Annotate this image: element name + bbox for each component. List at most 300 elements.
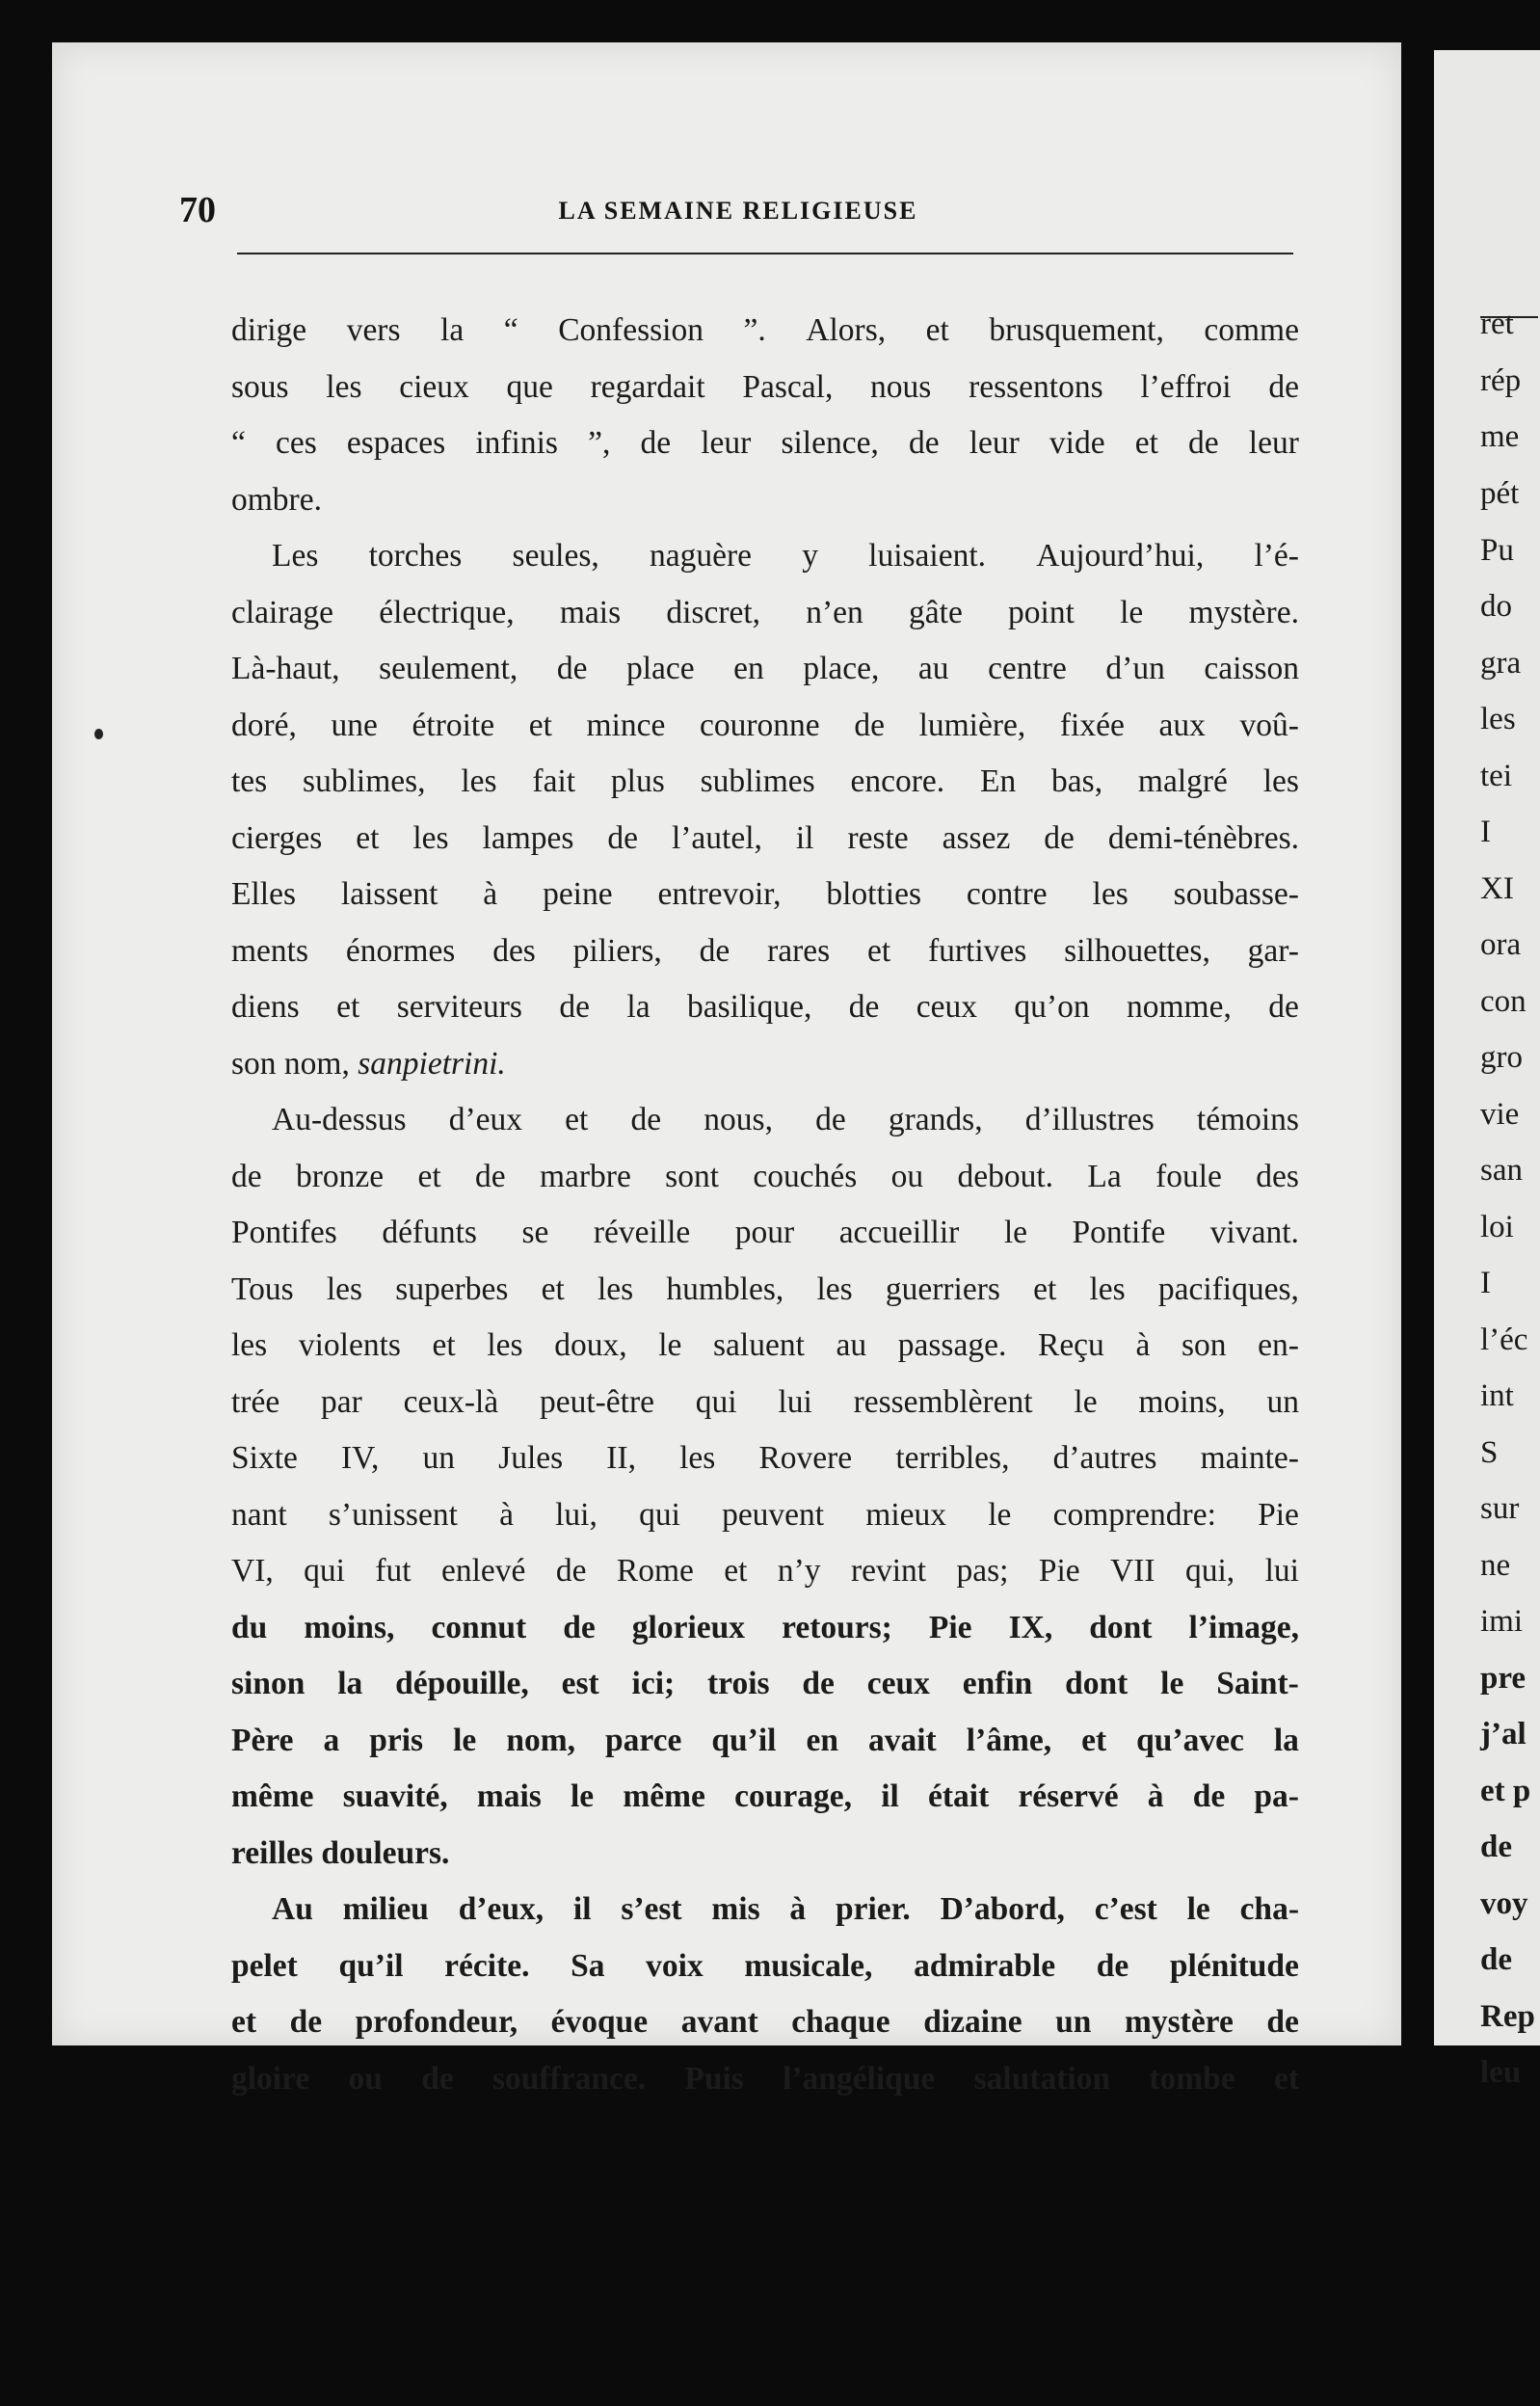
word: doré, bbox=[231, 707, 297, 743]
facing-page-fragment: ora bbox=[1480, 927, 1522, 962]
word: moins, bbox=[1138, 1383, 1226, 1420]
word: et bbox=[231, 2004, 257, 2040]
word: de bbox=[563, 1609, 596, 1645]
word: Pontife bbox=[1072, 1215, 1166, 1250]
word: II, bbox=[606, 1440, 636, 1476]
word: une bbox=[331, 707, 378, 743]
word: les bbox=[597, 1270, 634, 1307]
word: dont bbox=[1089, 1609, 1153, 1645]
word: comprendre: bbox=[1052, 1496, 1216, 1533]
word: à bbox=[1135, 1327, 1151, 1363]
word: lumière, bbox=[918, 707, 1026, 743]
word: même bbox=[231, 1778, 314, 1814]
word: un bbox=[1266, 1383, 1299, 1420]
facing-page-fragment: ret bbox=[1480, 307, 1514, 341]
word: silhouettes, bbox=[1064, 932, 1210, 969]
facing-page-fragment: gro bbox=[1480, 1040, 1523, 1075]
facing-page-fragment: I bbox=[1480, 1266, 1491, 1300]
word: de bbox=[640, 425, 672, 461]
word: peuvent bbox=[722, 1496, 825, 1533]
word: bronze bbox=[295, 1158, 385, 1194]
word: de bbox=[1268, 989, 1299, 1025]
word: contre bbox=[966, 876, 1048, 912]
word: y bbox=[802, 538, 818, 574]
text-line bbox=[231, 698, 1299, 755]
word: Au-dessus bbox=[272, 1102, 407, 1137]
word: de bbox=[1268, 368, 1299, 405]
word: salutation bbox=[973, 2060, 1111, 2097]
facing-page-fragment: de bbox=[1480, 1830, 1512, 1864]
text-line bbox=[231, 415, 1299, 472]
word: réveille bbox=[593, 1215, 691, 1250]
word: s’est bbox=[621, 1891, 682, 1927]
word: pa- bbox=[1254, 1778, 1299, 1814]
word: humbles, bbox=[666, 1270, 784, 1307]
word: au bbox=[836, 1327, 867, 1363]
word: Jules bbox=[498, 1440, 564, 1476]
word: point bbox=[1008, 594, 1075, 630]
word: d’eux, bbox=[458, 1891, 544, 1927]
word: et bbox=[541, 1270, 565, 1307]
word: aux bbox=[1158, 707, 1206, 743]
word: pour bbox=[734, 1215, 795, 1250]
word: énormes bbox=[345, 932, 456, 969]
word: lui bbox=[778, 1383, 812, 1420]
word: sinon bbox=[231, 1666, 305, 1701]
word: accueillir bbox=[838, 1215, 960, 1250]
text-line bbox=[231, 1769, 1299, 1826]
word: revint bbox=[850, 1553, 927, 1589]
word: et bbox=[866, 932, 891, 969]
word: retours; bbox=[782, 1609, 892, 1645]
word: à bbox=[789, 1891, 807, 1927]
word: violents bbox=[298, 1327, 401, 1363]
word: regardait bbox=[590, 368, 705, 405]
word: trois bbox=[707, 1666, 770, 1701]
word: blotties bbox=[826, 876, 922, 912]
word: Là-haut, bbox=[231, 651, 340, 686]
text-line bbox=[231, 1487, 1299, 1544]
word: place bbox=[625, 651, 695, 686]
word: assez bbox=[942, 819, 1011, 856]
word: il bbox=[572, 1891, 592, 1927]
text-line bbox=[231, 472, 1299, 529]
word: pelet bbox=[231, 1947, 298, 1984]
word: Alors, bbox=[806, 312, 887, 348]
word: gar- bbox=[1247, 932, 1299, 969]
word: un bbox=[1055, 2004, 1092, 2040]
facing-page-fragment: loi bbox=[1480, 1210, 1514, 1244]
word: la bbox=[440, 312, 465, 348]
text-line bbox=[231, 1656, 1299, 1713]
word: debout. bbox=[957, 1158, 1054, 1194]
word: Reçu bbox=[1037, 1327, 1104, 1363]
word: à bbox=[1147, 1778, 1164, 1814]
word: courage, bbox=[734, 1778, 852, 1814]
word: foule bbox=[1155, 1158, 1222, 1194]
text-line bbox=[231, 1092, 1299, 1149]
word: mieux bbox=[865, 1496, 947, 1533]
word: de bbox=[555, 1553, 587, 1589]
facing-page-fragment: me bbox=[1480, 419, 1520, 454]
word: couchés bbox=[753, 1158, 858, 1194]
word: vers bbox=[346, 312, 401, 348]
word: soubasse- bbox=[1173, 876, 1299, 912]
word: de bbox=[421, 2060, 454, 2097]
word: enfin bbox=[962, 1666, 1033, 1701]
word: de bbox=[1044, 819, 1075, 856]
text-line bbox=[231, 360, 1299, 416]
word: de bbox=[1188, 425, 1219, 461]
word: récite. bbox=[444, 1947, 530, 1984]
word: voû- bbox=[1239, 707, 1299, 743]
word: seules, bbox=[512, 538, 599, 574]
word: l’angélique bbox=[783, 2060, 936, 2097]
word: espaces bbox=[346, 425, 446, 461]
word: et bbox=[1134, 425, 1158, 461]
word: La bbox=[1087, 1158, 1122, 1194]
word: torches bbox=[368, 538, 463, 574]
word: brusquement, bbox=[989, 312, 1164, 348]
word: Aujourd’hui, bbox=[1036, 538, 1205, 574]
word: nant bbox=[231, 1496, 287, 1533]
word: profondeur, bbox=[355, 2004, 518, 2040]
text-line bbox=[231, 1036, 1299, 1093]
word: ces bbox=[276, 425, 317, 461]
word: trée bbox=[231, 1383, 280, 1420]
word: Confession bbox=[558, 312, 704, 348]
word: les bbox=[461, 763, 497, 799]
word: c’est bbox=[1094, 1891, 1157, 1927]
word: le bbox=[1120, 594, 1144, 630]
word: et bbox=[432, 1327, 456, 1363]
word: pacifiques, bbox=[1157, 1270, 1299, 1307]
text-line bbox=[231, 811, 1299, 868]
word: et bbox=[528, 707, 552, 743]
text-run: son nom, bbox=[231, 1045, 358, 1082]
word: leur bbox=[701, 425, 752, 461]
word: leur bbox=[969, 425, 1020, 461]
word: plénitude bbox=[1169, 1947, 1299, 1984]
word: Rome bbox=[616, 1553, 694, 1589]
word: au bbox=[917, 651, 949, 686]
word: clairage bbox=[231, 594, 333, 630]
word: saluent bbox=[713, 1327, 805, 1363]
word: parce bbox=[605, 1722, 682, 1758]
word: mystère. bbox=[1188, 594, 1299, 630]
word: qu’avec bbox=[1136, 1722, 1244, 1758]
word: encore. bbox=[850, 763, 945, 799]
text-line bbox=[231, 1938, 1299, 1995]
word: défunts bbox=[382, 1215, 477, 1250]
word: place, bbox=[803, 651, 880, 686]
word: sous bbox=[231, 368, 289, 405]
facing-page-fragment: XI bbox=[1480, 871, 1514, 906]
word: en bbox=[733, 651, 764, 686]
word: nom, bbox=[506, 1722, 575, 1758]
word: Saint- bbox=[1216, 1666, 1299, 1701]
word: doux, bbox=[554, 1327, 627, 1363]
word: les bbox=[412, 819, 449, 856]
text-line bbox=[231, 867, 1299, 923]
word: d’autres bbox=[1052, 1440, 1157, 1476]
word: naguère bbox=[649, 538, 752, 574]
word: à bbox=[483, 876, 498, 912]
word: des bbox=[492, 932, 536, 969]
word: nomme, bbox=[1126, 989, 1232, 1025]
facing-page-fragment: tei bbox=[1480, 759, 1512, 793]
word: malgré bbox=[1137, 763, 1228, 799]
word: étroite bbox=[412, 707, 495, 743]
word: la bbox=[626, 989, 651, 1025]
word: caisson bbox=[1204, 651, 1299, 686]
word: le bbox=[1160, 1666, 1184, 1701]
text-line bbox=[231, 1205, 1299, 1262]
text-line bbox=[231, 979, 1299, 1036]
word: basilique, bbox=[687, 989, 812, 1025]
word: furtives bbox=[928, 932, 1027, 969]
word: Père bbox=[231, 1722, 294, 1758]
facing-page-fragment: j’al bbox=[1480, 1717, 1527, 1751]
facing-page-fragment: imi bbox=[1480, 1604, 1524, 1639]
word: ou bbox=[890, 1158, 924, 1194]
word: et bbox=[724, 1553, 748, 1589]
text-line bbox=[231, 1262, 1299, 1319]
word: ceux bbox=[866, 1666, 930, 1701]
facing-page-fragment: vie bbox=[1480, 1097, 1520, 1132]
text-line bbox=[231, 641, 1299, 698]
text-line bbox=[231, 1882, 1299, 1938]
facing-page-fragment: Pu bbox=[1480, 533, 1514, 568]
word: les bbox=[1089, 1270, 1126, 1307]
word: même bbox=[623, 1778, 705, 1814]
word: qui bbox=[639, 1496, 680, 1533]
facing-page-fragment: rép bbox=[1480, 363, 1522, 398]
facing-page-fragment: sur bbox=[1480, 1491, 1520, 1526]
word: le bbox=[571, 1778, 595, 1814]
word: musicale, bbox=[744, 1947, 873, 1984]
header-rule bbox=[237, 253, 1293, 254]
word: les bbox=[326, 1270, 363, 1307]
word: leur bbox=[1248, 425, 1299, 461]
word: ments bbox=[231, 932, 309, 969]
word: ou bbox=[348, 2060, 383, 2097]
word: gloire bbox=[231, 2060, 310, 2097]
word: mainte- bbox=[1200, 1440, 1299, 1476]
word: entrevoir, bbox=[657, 876, 782, 912]
word: mais bbox=[559, 594, 622, 630]
text-line bbox=[231, 1713, 1299, 1770]
facing-page-fragment: pre bbox=[1480, 1661, 1527, 1696]
text-line bbox=[231, 1430, 1299, 1487]
margin-mark bbox=[94, 729, 103, 739]
text-line bbox=[231, 1826, 1299, 1883]
running-title: LA SEMAINE RELIGIEUSE bbox=[558, 197, 918, 225]
word: cha- bbox=[1239, 1891, 1299, 1927]
facing-page-fragment: S bbox=[1480, 1435, 1499, 1470]
word: un bbox=[422, 1440, 456, 1476]
word: “ bbox=[503, 312, 518, 348]
word: que bbox=[506, 368, 553, 405]
word: Au bbox=[272, 1891, 313, 1927]
word: Pie bbox=[1038, 1553, 1080, 1589]
word: de bbox=[854, 707, 885, 743]
word: mince bbox=[586, 707, 666, 743]
word: sublimes, bbox=[303, 763, 426, 799]
word: le bbox=[658, 1327, 682, 1363]
word: par bbox=[321, 1383, 362, 1420]
word: du bbox=[231, 1609, 268, 1645]
word: Rovere bbox=[758, 1440, 853, 1476]
text-line bbox=[231, 528, 1299, 585]
word: tes bbox=[231, 763, 268, 799]
word: de bbox=[1266, 2004, 1299, 2040]
facing-page-edge bbox=[1434, 50, 1540, 2090]
facing-page-fragment: voy bbox=[1480, 1886, 1528, 1921]
word: suavité, bbox=[342, 1778, 448, 1814]
word: souffrance. bbox=[491, 2060, 647, 2097]
word: et bbox=[1273, 2060, 1299, 2097]
word: VI, bbox=[231, 1553, 274, 1589]
word: laissent bbox=[340, 876, 438, 912]
word: glorieux bbox=[631, 1609, 745, 1645]
word: voix bbox=[646, 1947, 704, 1984]
text-run: reilles douleurs. bbox=[231, 1834, 450, 1871]
word: serviteurs bbox=[396, 989, 522, 1025]
word: Sa bbox=[571, 1947, 605, 1984]
word: ”, bbox=[588, 425, 611, 461]
facing-page-fragment: leu bbox=[1480, 2055, 1522, 2090]
facing-page-fragment: et p bbox=[1480, 1774, 1531, 1808]
word: s’unissent bbox=[328, 1496, 458, 1533]
facing-page-fragment: de bbox=[1480, 1942, 1512, 1977]
word: lui bbox=[1264, 1553, 1299, 1589]
word: de bbox=[908, 425, 940, 461]
word: et bbox=[1033, 1270, 1057, 1307]
facing-page-fragment: con bbox=[1480, 984, 1527, 1019]
word: l’âme, bbox=[966, 1722, 1052, 1758]
word: son bbox=[1181, 1327, 1227, 1363]
word: passage. bbox=[897, 1327, 1007, 1363]
word: discret, bbox=[666, 594, 761, 630]
word: électrique, bbox=[379, 594, 515, 630]
word: gâte bbox=[909, 594, 963, 630]
page-number: 70 bbox=[179, 190, 216, 230]
body-text bbox=[231, 303, 1299, 2107]
word: Les bbox=[272, 538, 319, 574]
word: reste bbox=[847, 819, 909, 856]
word: vide bbox=[1049, 425, 1105, 461]
facing-page-fragment: ne bbox=[1480, 1548, 1511, 1583]
word: de bbox=[815, 1102, 846, 1137]
word: moins, bbox=[304, 1609, 395, 1645]
word: Tous bbox=[231, 1270, 294, 1307]
word: VII bbox=[1110, 1553, 1155, 1589]
word: diens bbox=[231, 989, 300, 1025]
word: témoins bbox=[1196, 1102, 1299, 1137]
word: demi-ténèbres. bbox=[1107, 819, 1299, 856]
word: la bbox=[337, 1666, 363, 1701]
word: à bbox=[499, 1496, 514, 1533]
word: avait bbox=[868, 1722, 937, 1758]
word: lui, bbox=[555, 1496, 597, 1533]
word: Pontifes bbox=[231, 1215, 337, 1250]
word: de bbox=[607, 819, 638, 856]
word: mis bbox=[711, 1891, 760, 1927]
word: qu’il bbox=[711, 1722, 777, 1758]
text-line bbox=[231, 923, 1299, 980]
text-line bbox=[231, 1600, 1299, 1657]
word: des bbox=[1256, 1158, 1299, 1194]
word: de bbox=[699, 932, 730, 969]
text-line bbox=[231, 1543, 1299, 1600]
word: infinis bbox=[475, 425, 558, 461]
word: ressentons bbox=[969, 368, 1103, 405]
word: les bbox=[679, 1440, 716, 1476]
word: de bbox=[231, 1158, 262, 1194]
word: de bbox=[848, 989, 880, 1025]
word: qu’il bbox=[338, 1947, 404, 1984]
text-line bbox=[231, 1375, 1299, 1431]
word: de bbox=[1096, 1947, 1129, 1984]
word: ceux bbox=[916, 989, 978, 1025]
word: sont bbox=[665, 1158, 720, 1194]
word: ceux-là bbox=[403, 1383, 499, 1420]
word: et bbox=[417, 1158, 441, 1194]
word: grands, bbox=[888, 1102, 983, 1137]
word: pas; bbox=[956, 1553, 1009, 1589]
text-line bbox=[231, 1149, 1299, 1206]
word: l’autel, bbox=[671, 819, 762, 856]
facing-page-fragment: gra bbox=[1480, 646, 1522, 681]
word: était bbox=[928, 1778, 990, 1814]
word: le bbox=[1003, 1215, 1027, 1250]
word: la bbox=[1273, 1722, 1299, 1758]
word: IX, bbox=[1008, 1609, 1053, 1645]
word: couronne bbox=[700, 707, 820, 743]
word: peine bbox=[543, 876, 613, 912]
word: superbes bbox=[395, 1270, 509, 1307]
word: tombe bbox=[1149, 2060, 1235, 2097]
facing-page-fragment: l’éc bbox=[1480, 1323, 1528, 1357]
word: réservé bbox=[1018, 1778, 1119, 1814]
text-run: ombre. bbox=[231, 481, 322, 518]
word: l’effroi bbox=[1140, 368, 1232, 405]
text-line bbox=[231, 1994, 1299, 2051]
word: vivant. bbox=[1209, 1215, 1299, 1250]
word: prier. bbox=[835, 1891, 911, 1927]
word: Puis bbox=[684, 2060, 744, 2097]
word: le bbox=[1186, 1891, 1210, 1927]
word: connut bbox=[431, 1609, 527, 1645]
word: Pie bbox=[1258, 1496, 1299, 1533]
word: les bbox=[487, 1327, 523, 1363]
word: luisaient. bbox=[868, 538, 987, 574]
facing-page-fragment: I bbox=[1480, 815, 1491, 849]
word: de bbox=[1192, 1778, 1226, 1814]
word: de bbox=[630, 1102, 662, 1137]
word: “ bbox=[231, 425, 246, 461]
word: dont bbox=[1065, 1666, 1128, 1701]
facing-page-fragment: pét bbox=[1480, 476, 1520, 511]
word: ”. bbox=[743, 312, 766, 348]
word: et bbox=[1081, 1722, 1107, 1758]
word: pris bbox=[369, 1722, 424, 1758]
word: et bbox=[336, 989, 360, 1025]
facing-page-fragment: les bbox=[1480, 702, 1516, 736]
word: D’abord, bbox=[940, 1891, 1065, 1927]
word: enlevé bbox=[440, 1553, 526, 1589]
